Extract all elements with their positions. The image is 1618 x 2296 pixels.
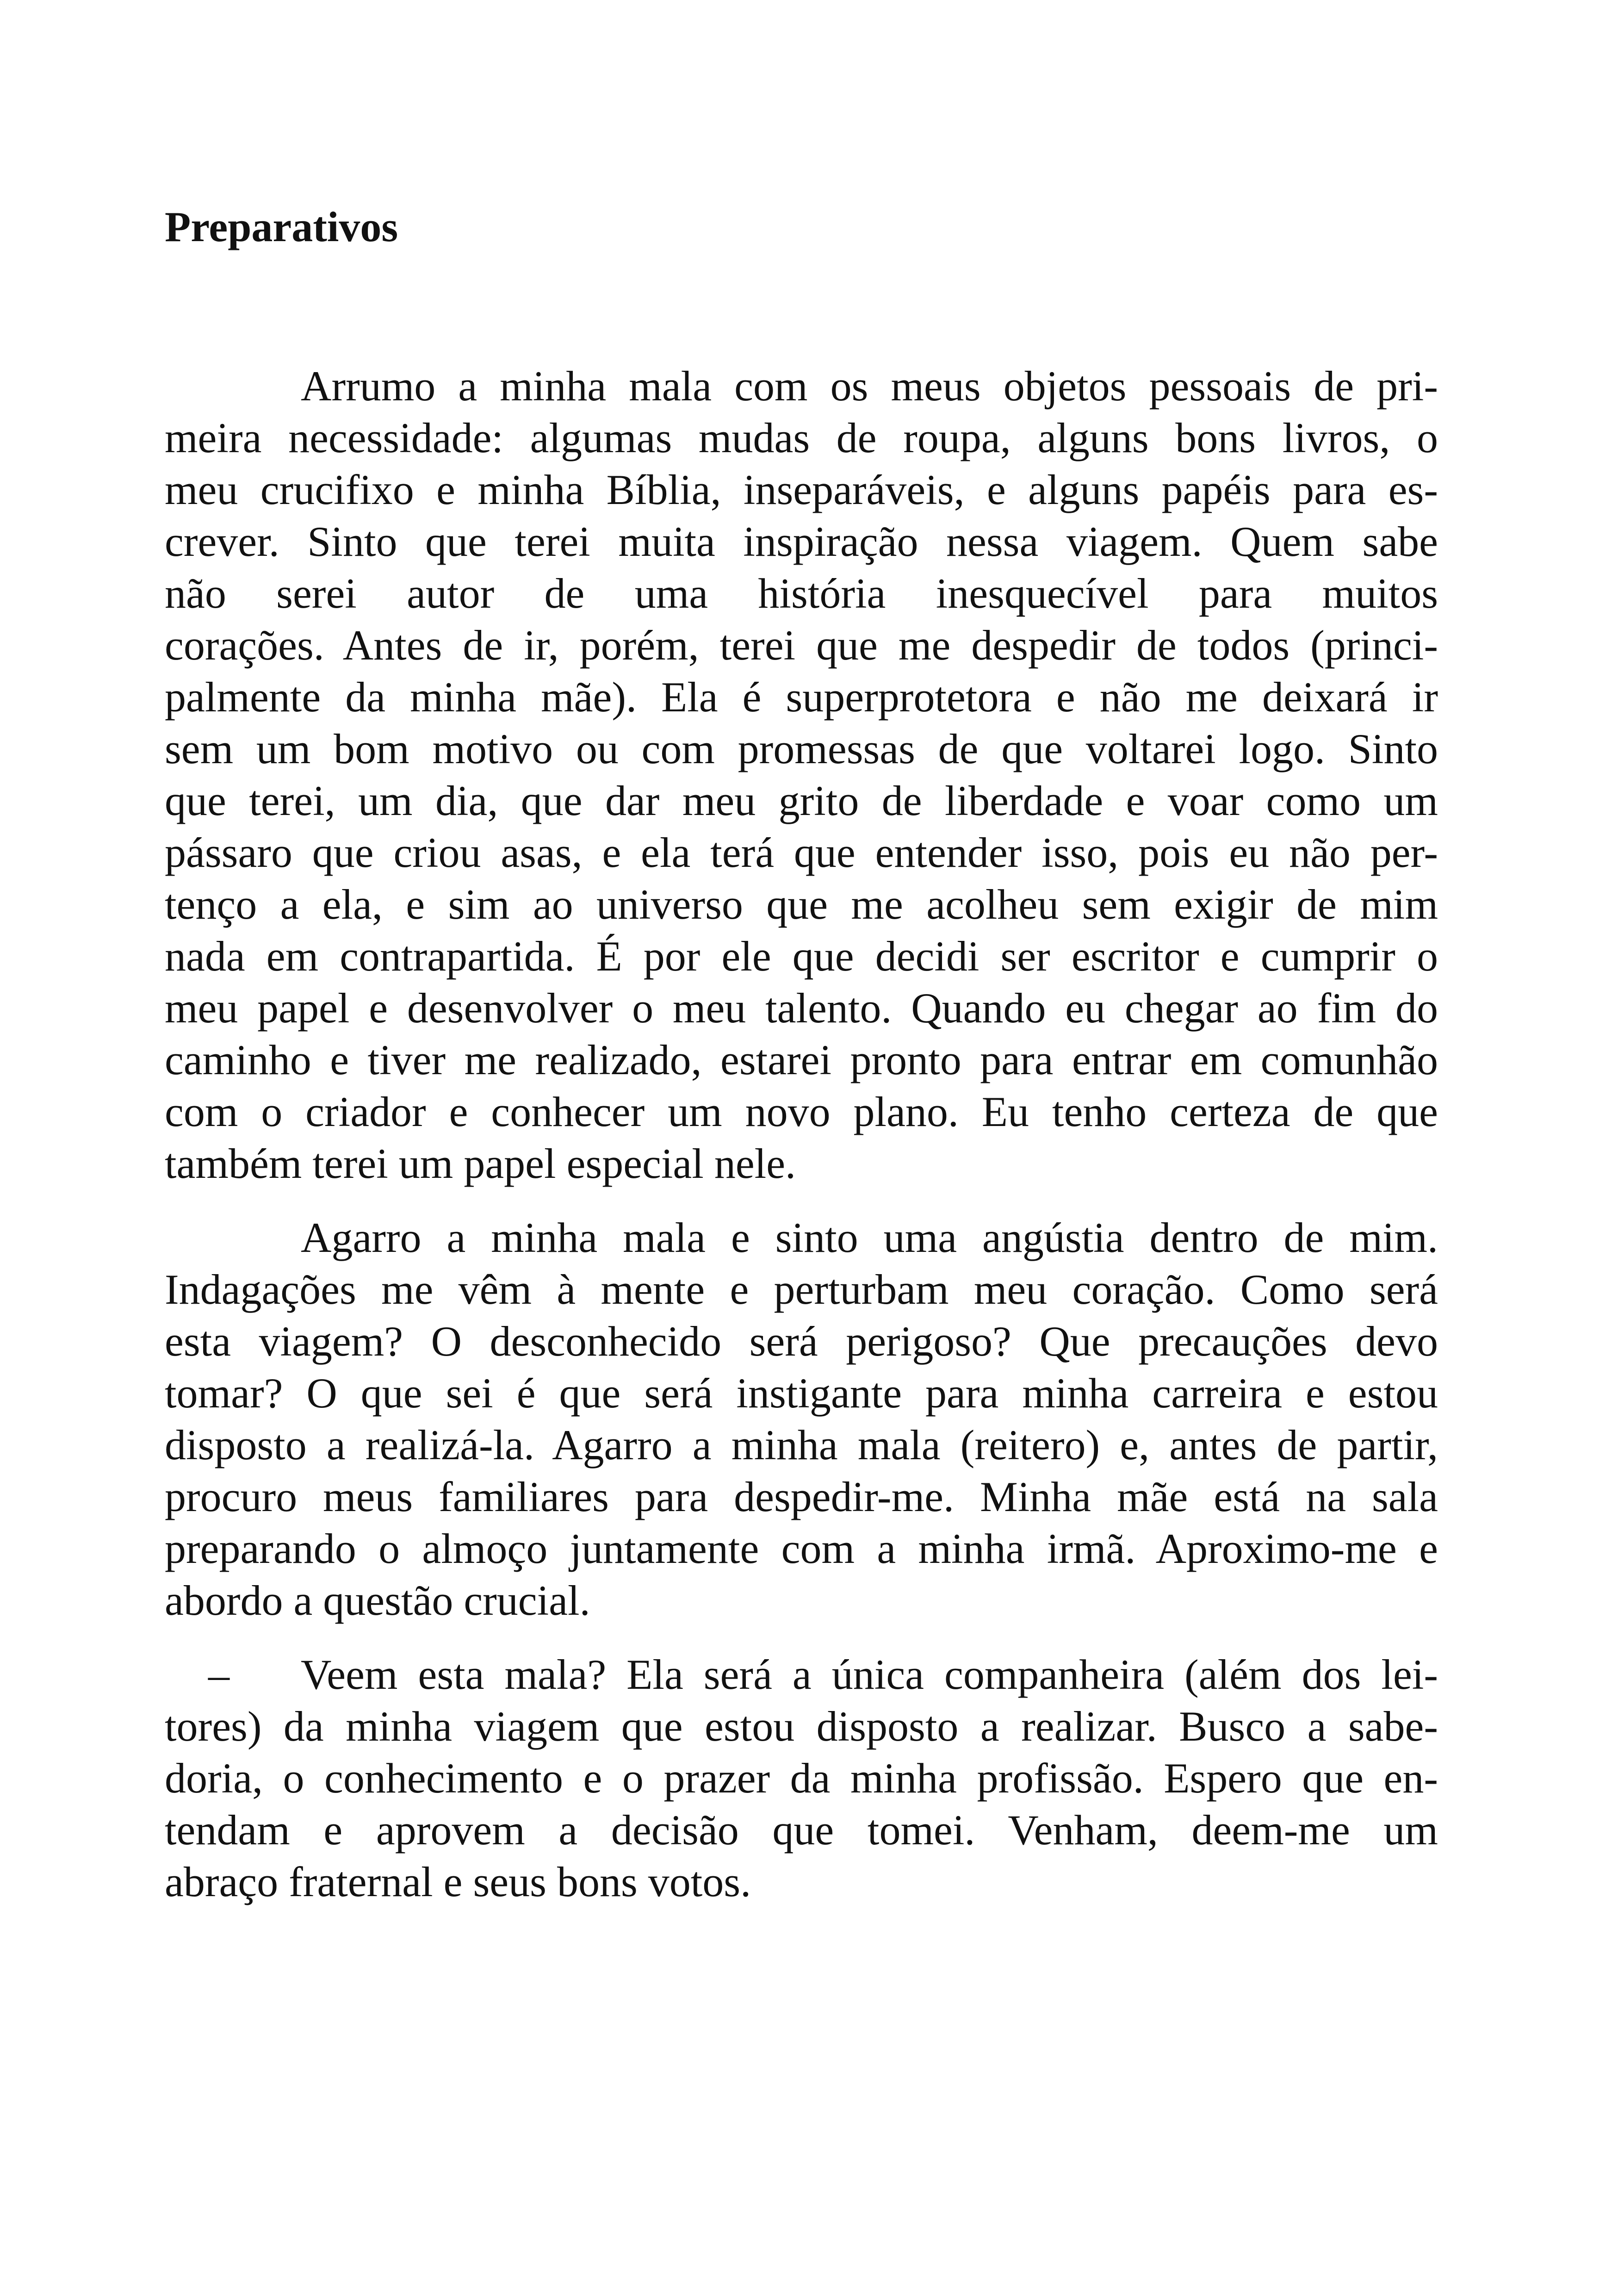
text-line: tomar? O que sei é que será instigante para minha carreira e estou	[165, 1369, 1438, 1417]
text-line: com o criador e conhecer um novo plano. Eu tenho certeza de que	[165, 1088, 1438, 1135]
text-line: Indagações me vêm à mente e perturbam meu coração. Como será	[165, 1266, 1438, 1313]
text-line: procuro meus familiares para despedir-me. Minha mãe está na sala	[165, 1473, 1438, 1520]
text-line: abordo a questão crucial.	[165, 1577, 590, 1624]
text-line: não serei autor de uma história inesquecível para muitos	[165, 570, 1438, 617]
text-line: nada em contrapartida. É por ele que decidi ser escritor e cumprir o	[165, 933, 1438, 980]
text-line: palmente da minha mãe). Ela é superprotetora e não me deixará ir	[165, 673, 1438, 721]
text-line: tenço a ela, e sim ao universo que me acolheu sem exigir de mim	[165, 881, 1438, 928]
text-line: abraço fraternal e seus bons votos.	[165, 1858, 751, 1905]
text-line: sem um bom motivo ou com promessas de que voltarei logo. Sinto	[165, 725, 1438, 772]
text-line: pássaro que criou asas, e ela terá que entender isso, pois eu não per-	[165, 829, 1438, 876]
text-line: tendam e aprovem a decisão que tomei. Venham, deem-me um	[165, 1806, 1438, 1854]
chapter-title: Preparativos	[165, 203, 398, 250]
text-line: esta viagem? O desconhecido será perigoso? Que precauções devo	[165, 1318, 1438, 1365]
text-line: Veem esta mala? Ela será a única companheira (além dos lei-	[301, 1651, 1438, 1698]
dialogue-dash: –	[208, 1651, 229, 1698]
text-line: caminho e tiver me realizado, estarei pronto para entrar em comunhão	[165, 1036, 1438, 1083]
text-line: tores) da minha viagem que estou disposto a realizar. Busco a sabe-	[165, 1703, 1438, 1750]
text-line: Arrumo a minha mala com os meus objetos pessoais de pri-	[301, 362, 1438, 410]
text-line: também terei um papel especial nele.	[165, 1140, 796, 1187]
text-line: meira necessidade: algumas mudas de roupa, alguns bons livros, o	[165, 414, 1438, 461]
text-line: disposto a realizá-la. Agarro a minha mala (reitero) e, antes de partir,	[165, 1421, 1438, 1468]
text-line: corações. Antes de ir, porém, terei que me despedir de todos (princi-	[165, 622, 1438, 669]
text-line: preparando o almoço juntamente com a minha irmã. Aproximo-me e	[165, 1525, 1438, 1572]
text-line: doria, o conhecimento e o prazer da minha profissão. Espero que en-	[165, 1755, 1438, 1802]
text-line: que terei, um dia, que dar meu grito de liberdade e voar como um	[165, 777, 1438, 824]
text-line: meu papel e desenvolver o meu talento. Quando eu chegar ao fim do	[165, 984, 1438, 1032]
text-line: meu crucifixo e minha Bíblia, inseparáveis, e alguns papéis para es-	[165, 466, 1438, 513]
text-line: Agarro a minha mala e sinto uma angústia dentro de mim.	[301, 1214, 1438, 1261]
text-line: crever. Sinto que terei muita inspiração nessa viagem. Quem sabe	[165, 518, 1438, 565]
